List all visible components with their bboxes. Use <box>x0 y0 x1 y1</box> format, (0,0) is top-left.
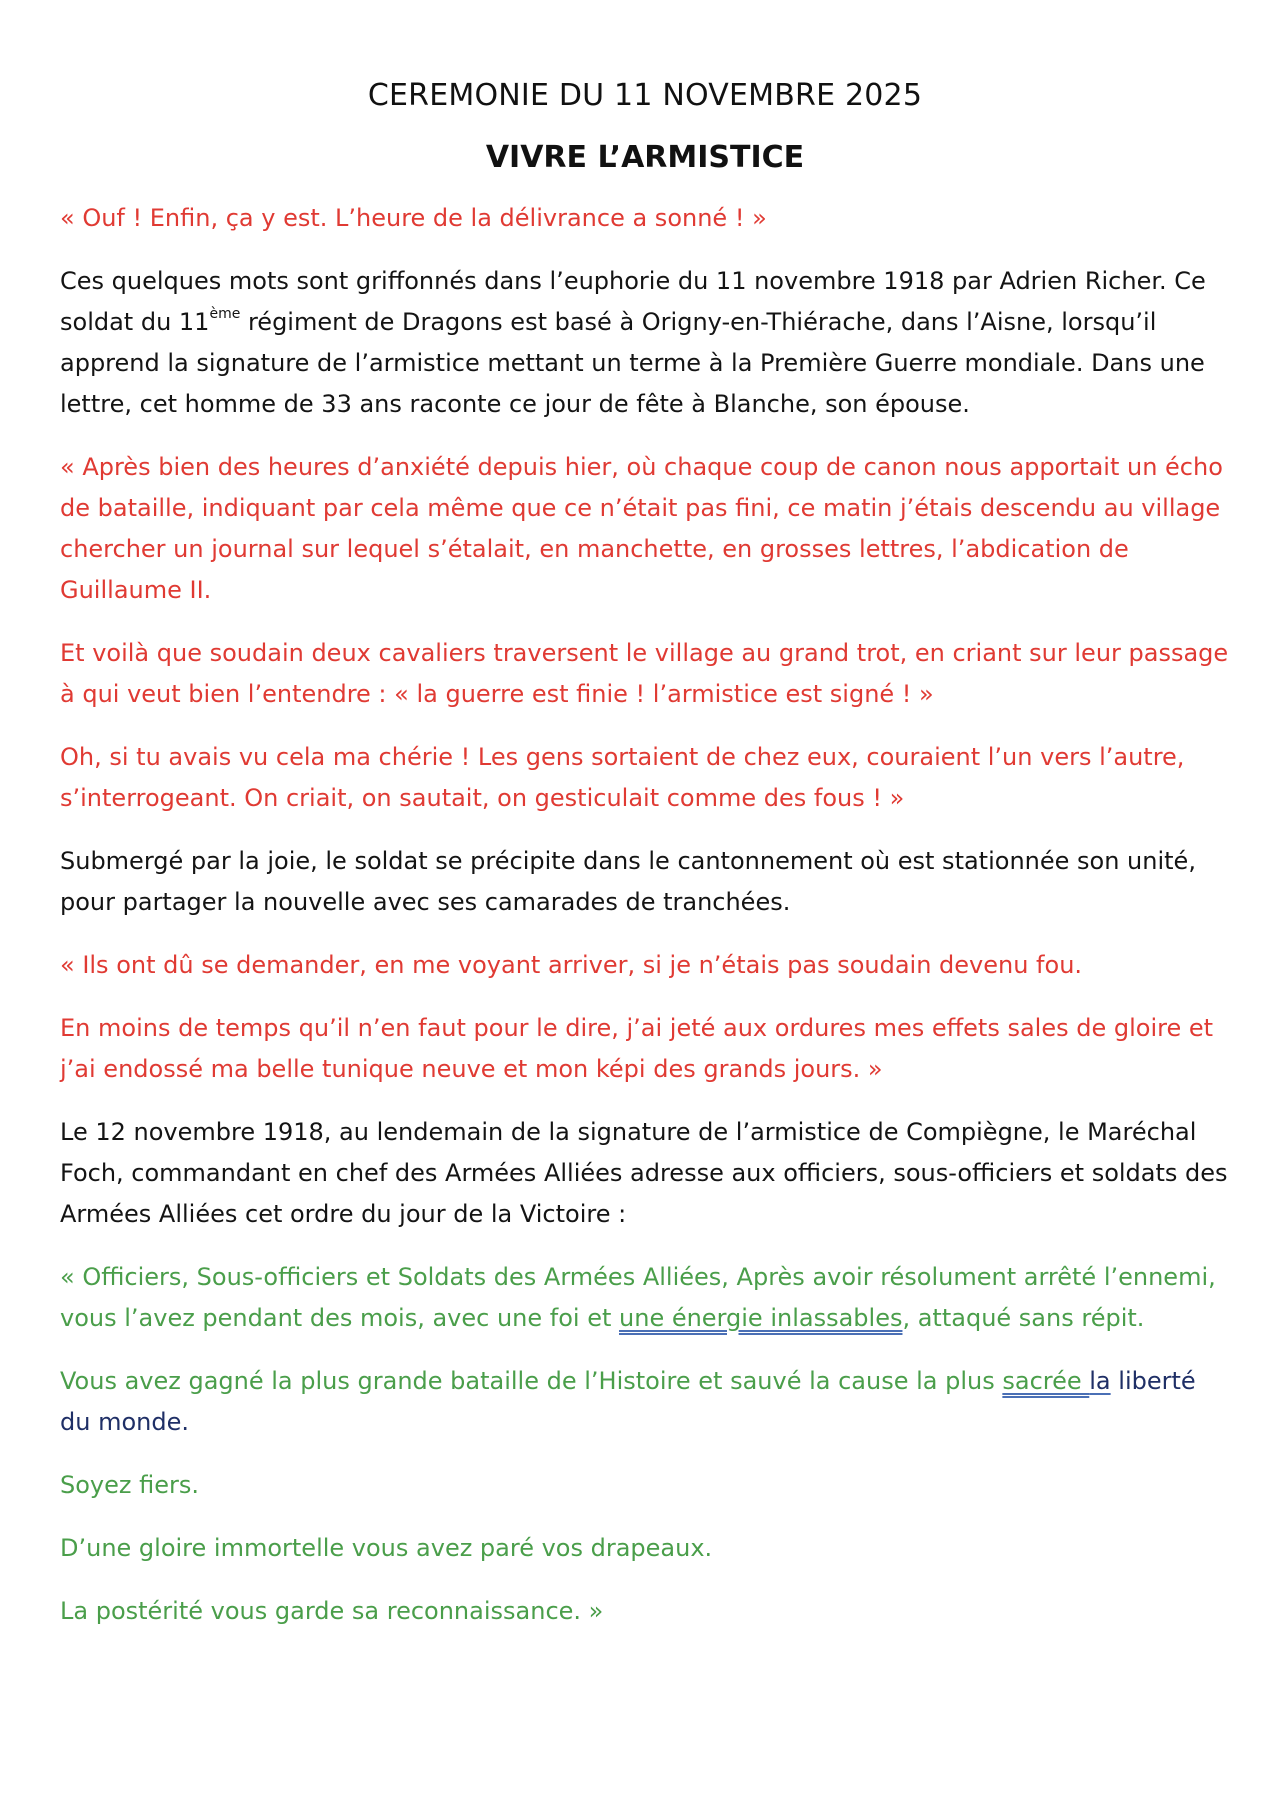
foch-intro-paragraph: Le 12 novembre 1918, au lendemain de la signature de l’armistice de Compiègne, le Maréchal Foch, commandant en chef des Armées Alliées adresse aux officiers, sous-officiers et soldats des Armées Alliées cet ordre du jour de la Victoire : <box>60 1118 1228 1228</box>
foch-order-paragraph-1 <box>60 1257 1230 1339</box>
letter-paragraph-4: « Ils ont dû se demander, en me voyant arriver, si je n’étais pas soudain devenu fou. <box>60 951 1083 979</box>
underlined-word-sacree: sacrée <box>1002 1367 1090 1395</box>
document-page <box>60 78 1230 1654</box>
superscript-ordinal: ème <box>209 306 241 322</box>
foch-order-paragraph-4: D’une gloire immortelle vous avez paré vos drapeaux. <box>60 1534 713 1562</box>
underlined-word-la: la <box>1089 1367 1111 1395</box>
underlined-phrase-energie: une énergie inlassables <box>619 1304 903 1332</box>
foch-order-text-4: liberté du monde. <box>60 1367 1196 1436</box>
letter-paragraph-2: Et voilà que soudain deux cavaliers traversent le village au grand trot, en criant sur leur passage à qui veut bien l’entendre : « la guerre est finie ! l’armistice est signé ! » <box>60 639 1229 708</box>
foch-order-paragraph-5: La postérité vous garde sa reconnaissance. » <box>60 1597 604 1625</box>
letter-paragraph-5: En moins de temps qu’il n’en faut pour le dire, j’ai jeté aux ordures mes effets sales de gloire et j’ai endossé ma belle tunique neuve et mon képi des grands jours. » <box>60 1014 1214 1083</box>
paragraph-intro <box>60 261 1230 425</box>
document-subtitle: VIVRE L’ARMISTICE <box>485 140 805 175</box>
letter-paragraph-3: Oh, si tu avais vu cela ma chérie ! Les gens sortaient de chez eux, couraient l’un vers l’autre, s’interrogeant. On criait, on sautait, on gesticulait comme des fous ! » <box>60 743 1185 812</box>
quote-opening: « Ouf ! Enfin, ça y est. L’heure de la délivrance a sonné ! » <box>60 204 767 232</box>
narrative-paragraph: Submergé par la joie, le soldat se précipite dans le cantonnement où est stationnée son unité, pour partager la nouvelle avec ses camarades de tranchées. <box>60 847 1196 916</box>
foch-order-text-3: Vous avez gagné la plus grande bataille de l’Histoire et sauvé la cause la plus <box>60 1367 1003 1395</box>
foch-order-paragraph-3: Soyez fiers. <box>60 1471 199 1499</box>
paragraph-intro-text-1: Ces quelques mots sont griffonnés dans l’euphorie du 11 novembre 1918 par Adrien Richer. Ce soldat du 11 <box>60 267 1206 336</box>
foch-order-paragraph-2 <box>60 1361 1230 1443</box>
foch-order-text-1: « Officiers, Sous-officiers et Soldats des Armées Alliées, Après avoir résolument arrêté l’ennemi, vous l’avez pendant des mois, avec une foi et <box>60 1263 1216 1332</box>
foch-order-text-2: , attaqué sans répit. <box>902 1304 1145 1332</box>
letter-paragraph-1: « Après bien des heures d’anxiété depuis hier, où chaque coup de canon nous apportait un écho de bataille, indiquant par cela même que ce n’était pas fini, ce matin j’étais descendu au village chercher un journal sur lequel s’étalait, en manchette, en grosses lettres, l’abdication de Guillaume II. <box>60 453 1223 604</box>
document-title: CEREMONIE DU 11 NOVEMBRE 2025 <box>367 78 923 113</box>
paragraph-intro-text-2: régiment de Dragons est basé à Origny-en-Thiérache, dans l’Aisne, lorsqu’il apprend la signature de l’armistice mettant un terme à la Première Guerre mondiale. Dans une lettre, cet homme de 33 ans raconte ce jour de fête à Blanche, son épouse. <box>60 308 1205 418</box>
